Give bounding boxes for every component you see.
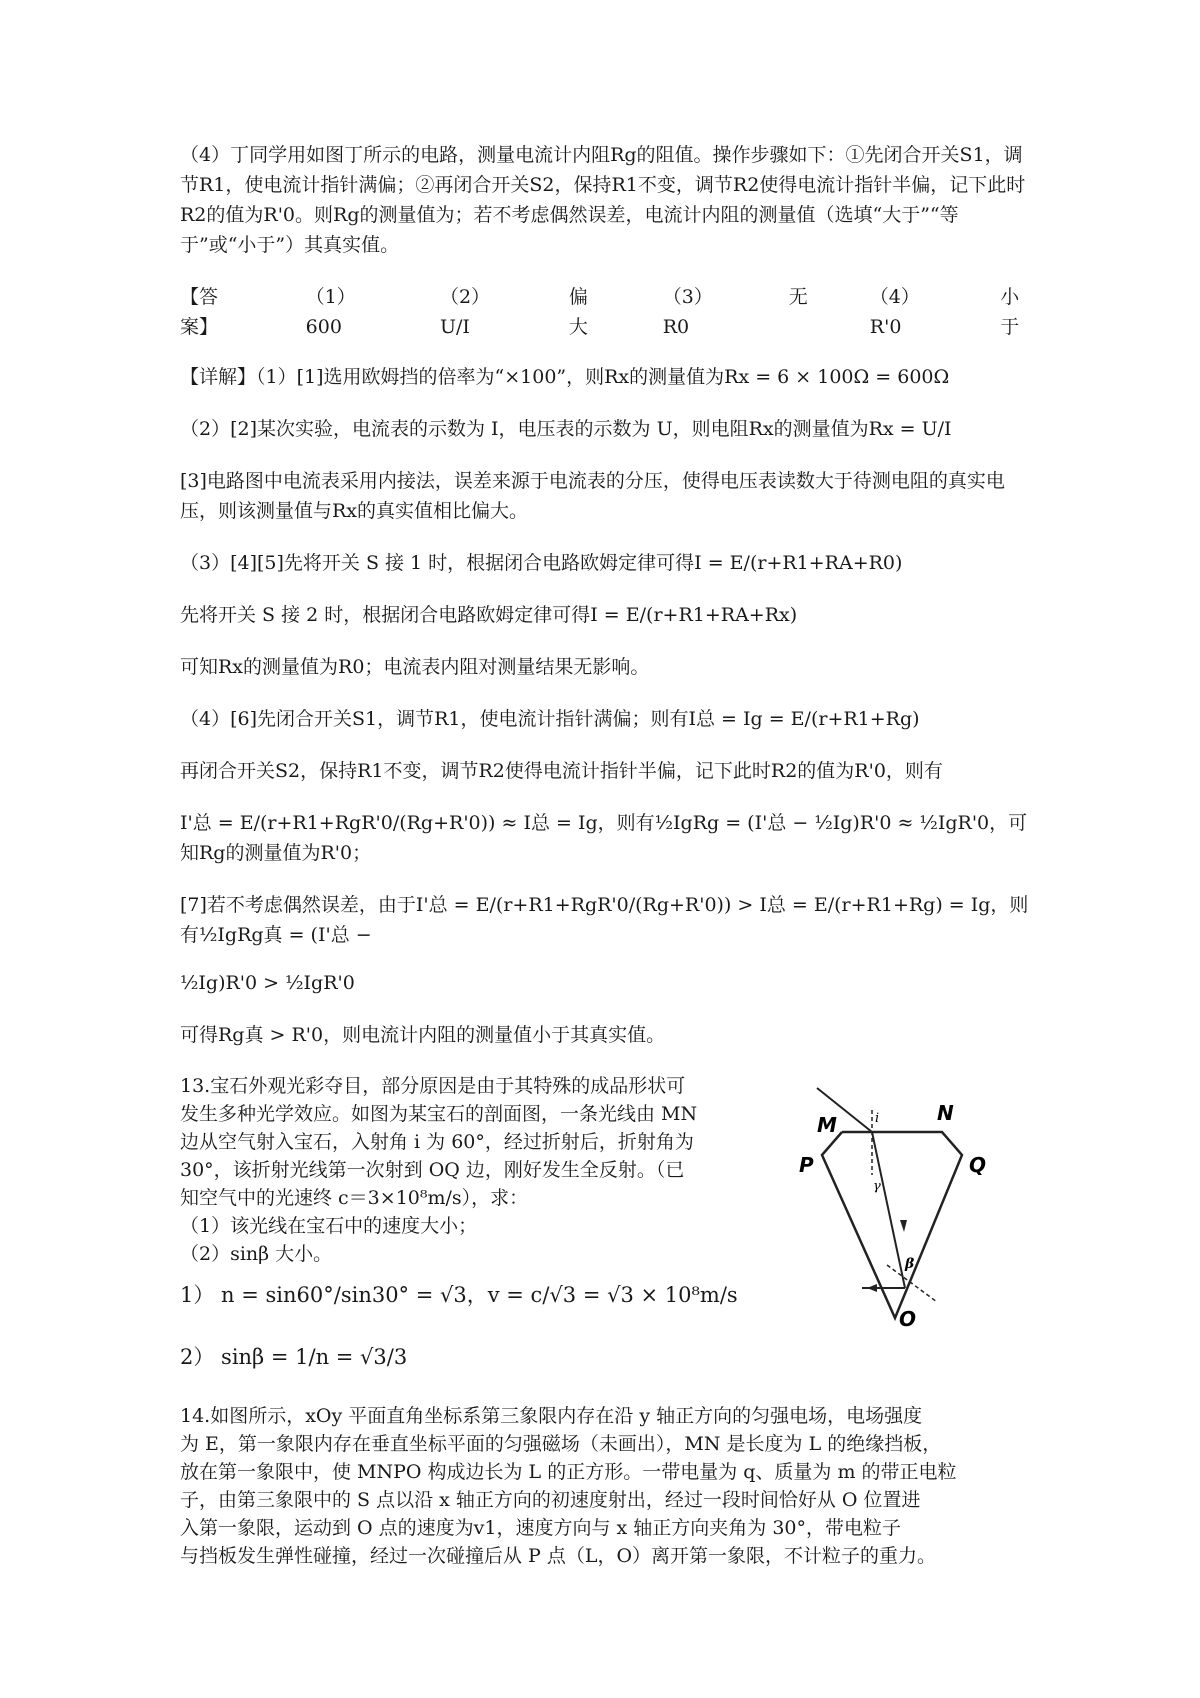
q13-line: 13.宝石外观光彩夺目，部分原因是由于其特殊的成品形状可 <box>180 1075 686 1097</box>
gem-cross-section-figure <box>787 1080 1032 1330</box>
detail-line: 先将开关 S 接 2 时，根据闭合电路欧姆定律可得I = E/(r+R1+RA+Rx) <box>180 604 798 626</box>
label-q: Q <box>969 1153 987 1177</box>
answer-item: （3）R0 <box>662 286 713 338</box>
answer-item: 小于 <box>1000 286 1020 338</box>
refracted-ray <box>872 1132 905 1288</box>
answer-item: （1）600 <box>305 286 356 338</box>
q13-solution-2: 2） sinβ = 1/n = √3/3 <box>180 1345 408 1369</box>
reflected-arrow <box>867 1284 877 1292</box>
part4-question: （4）丁同学用如图丁所示的电路，测量电流计内阻Rg的阻值。操作步骤如下：①先闭合开关S1，调节R1，使电流计指针满偏；②再闭合开关S2，保持R1不变，调节R2使得电流计指针半偏，记下此时R2的值为R'0。则Rg的测量值为；若不考虑偶然误差，电流计内阻的测量值（选填“大于”“等于”或“小于”）其真实值。 <box>180 144 1026 256</box>
detail-line: I'总 = E/(r+R1+RgR'0/(Rg+R'0)) ≈ I总 = Ig，则有½IgRg = (I'总 − ½Ig)R'0 ≈ ½IgR'0，可知Rg的测量值为R'0； <box>180 812 1028 864</box>
label-i: i <box>875 1111 880 1126</box>
ray-arrow <box>900 1220 907 1232</box>
question-13-text <box>180 1072 780 1402</box>
question-14 <box>180 1402 1032 1570</box>
q14-line: 入第一象限，运动到 O 点的速度为v1，速度方向与 x 轴正方向夹角为 30°，带电粒子 <box>180 1517 901 1539</box>
label-gamma: γ <box>873 1179 881 1194</box>
q14-line: 与挡板发生弹性碰撞，经过一次碰撞后从 P 点（L，O）离开第一象限，不计粒子的重力。 <box>180 1545 937 1567</box>
detail-line: [7]若不考虑偶然误差，由于I'总 = E/(r+R1+RgR'0/(Rg+R'0)) > I总 = E/(r+R1+Rg) = Ig，则有½IgRg真 = (I'总 − <box>180 894 1029 946</box>
answer-item: 偏大 <box>568 286 588 338</box>
detail-line: 【详解】（1）[1]选用欧姆挡的倍率为“×100”，则Rx的测量值为Rx = 6 × 100Ω = 600Ω <box>180 366 950 388</box>
detailed-explanation <box>180 362 1032 1050</box>
q13-line: （2）sinβ 大小。 <box>180 1243 333 1265</box>
answer-label: 【答案】 <box>180 286 219 338</box>
detail-line: （2）[2]某次实验，电流表的示数为 I，电压表的示数为 U，则电阻Rx的测量值为Rx = U/I <box>180 418 952 440</box>
detail-line: ½Ig)R'0 > ½IgR'0 <box>180 972 355 994</box>
detail-line: （4）[6]先闭合开关S1，调节R1，使电流计指针满偏；则有I总 = Ig = E/(r+R1+Rg) <box>180 708 920 730</box>
detail-line: 可知Rx的测量值为R0；电流表内阻对测量结果无影响。 <box>180 656 650 678</box>
q13-line: 发生多种光学效应。如图为某宝石的剖面图，一条光线由 MN <box>180 1103 698 1125</box>
q13-solution-1: 1） n = sin60°/sin30° = √3，v = c/√3 = √3 × 10⁸m/s <box>180 1283 738 1307</box>
label-beta: β <box>905 1256 915 1272</box>
q13-line: 边从空气射入宝石，入射角 i 为 60°，经过折射后，折射角为 <box>180 1131 694 1153</box>
detail-line: [3]电路图中电流表采用内接法，误差来源于电流表的分压，使得电压表读数大于待测电阻的真实电压，则该测量值与Rx的真实值相比偏大。 <box>180 470 1005 522</box>
answer-item: 无 <box>788 286 808 308</box>
q14-line: 放在第一象限中，使 MNPO 构成边长为 L 的正方形。一带电量为 q、质量为 m 的带正电粒 <box>180 1461 957 1483</box>
detail-line: 再闭合开关S2，保持R1不变，调节R2使得电流计指针半偏，记下此时R2的值为R'0，则有 <box>180 760 943 782</box>
label-n: N <box>937 1101 954 1125</box>
label-o: O <box>899 1307 917 1330</box>
q13-line: （1）该光线在宝石中的速度大小； <box>180 1215 478 1237</box>
answer-item: （4）R'0 <box>869 286 920 338</box>
answer-item: （2）U/I <box>439 286 491 338</box>
q13-line: 30°，该折射光线第一次射到 OQ 边，刚好发生全反射。（已 <box>180 1159 685 1181</box>
q14-line: 子，由第三象限中的 S 点以沿 x 轴正方向的初速度射出，经过一段时间恰好从 O 位置进 <box>180 1489 921 1511</box>
detail-line: （3）[4][5]先将开关 S 接 1 时，根据闭合电路欧姆定律可得I = E/(r+R1+RA+R0) <box>180 552 903 574</box>
detail-line: 可得Rg真 > R'0，则电流计内阻的测量值小于其真实值。 <box>180 1024 666 1046</box>
q14-line: 为 E，第一象限内存在垂直坐标平面的匀强磁场（未画出），MN 是长度为 L 的绝缘挡板， <box>180 1433 942 1455</box>
answer-row <box>180 282 1032 342</box>
q13-line: 知空气中的光速终 c＝3×10⁸m/s），求： <box>180 1187 529 1209</box>
label-p: P <box>799 1153 814 1177</box>
label-m: M <box>817 1113 837 1137</box>
q14-line: 14.如图所示，xOy 平面直角坐标系第三象限内存在沿 y 轴正方向的匀强电场，电场强度 <box>180 1405 923 1427</box>
question-13 <box>180 1072 1032 1402</box>
